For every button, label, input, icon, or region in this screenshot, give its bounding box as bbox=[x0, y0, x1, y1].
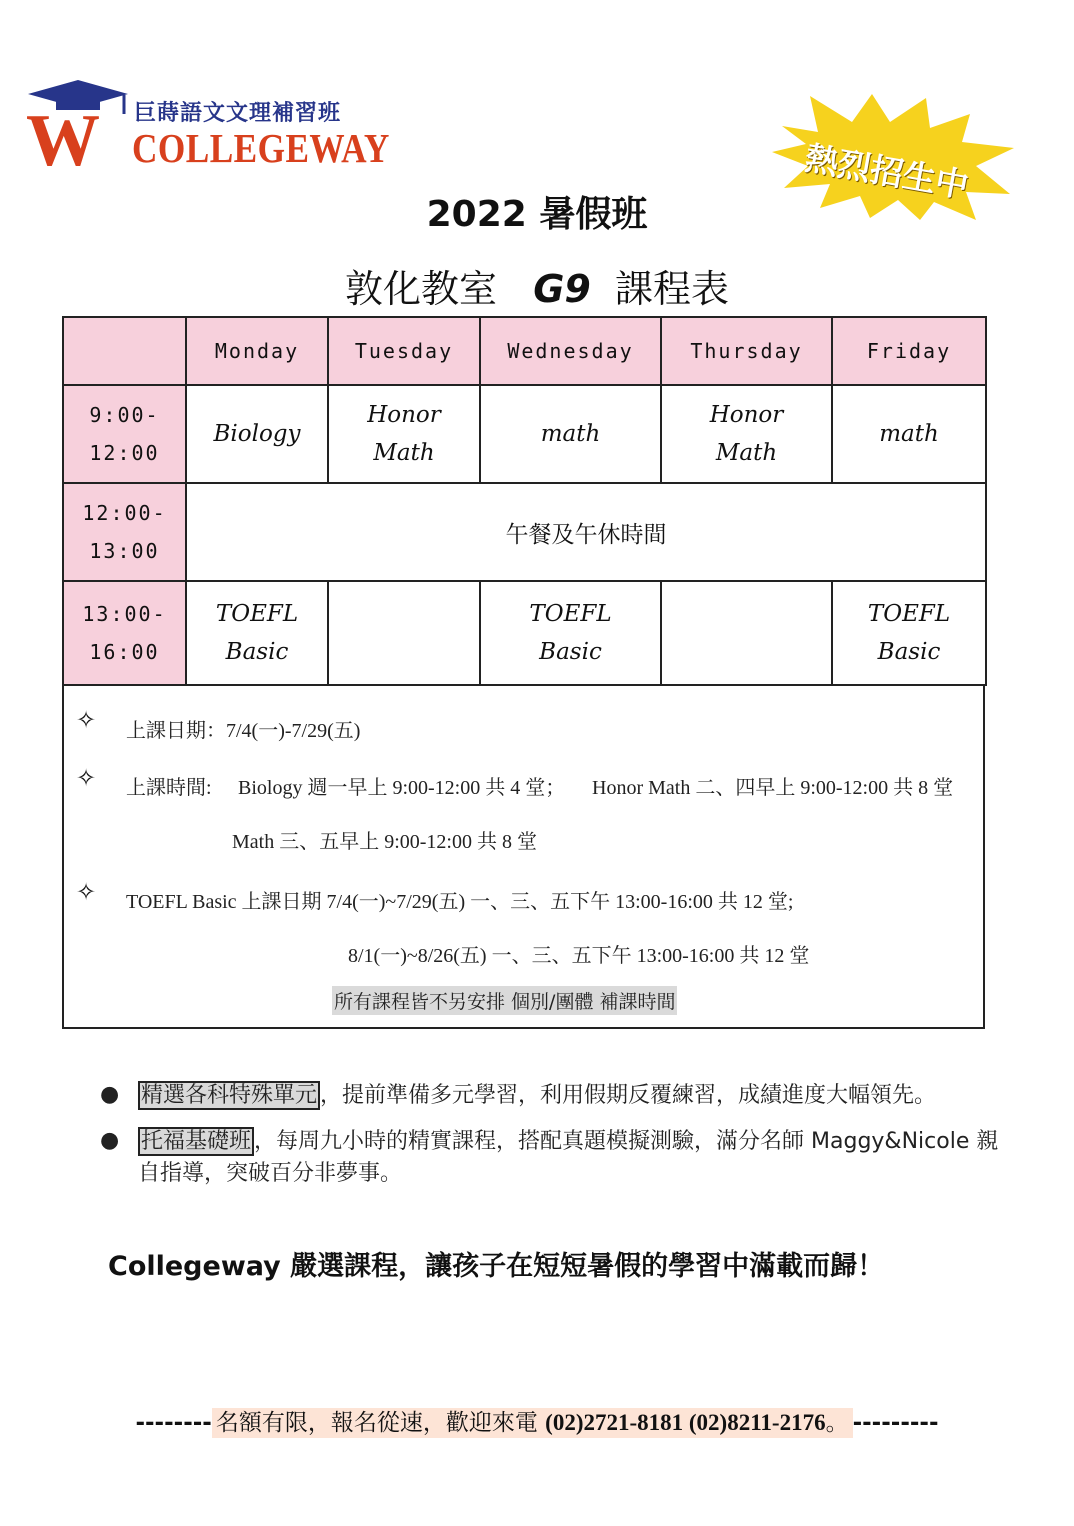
time-slot: 12:00- 13:00 bbox=[63, 483, 186, 581]
course-cell: TOEFL Basic bbox=[480, 581, 661, 685]
day-header: Tuesday bbox=[328, 317, 480, 385]
highlight-label: 托福基礎班 bbox=[138, 1127, 254, 1156]
bullet-icon: ● bbox=[100, 1128, 120, 1153]
highlight-text: ，提前準備多元學習，利用假期反覆練習，成績進度大幅領先。 bbox=[320, 1083, 937, 1108]
math-times: Math 三、五早上 9:00-12:00 共 8 堂 bbox=[232, 831, 537, 853]
course-notes bbox=[62, 684, 985, 1029]
schedule-label: 課程表 bbox=[615, 267, 730, 311]
course-cell: Honor Math bbox=[328, 385, 480, 483]
bullet-icon: ● bbox=[100, 1082, 120, 1107]
honor-math-times: Honor Math 二、四早上 9:00-12:00 共 8 堂 bbox=[592, 777, 954, 799]
footer-dashes: -------- bbox=[135, 1410, 212, 1436]
logo-w-letter: W bbox=[26, 100, 94, 182]
enrollment-badge-text: 熱烈招生中 bbox=[802, 138, 972, 206]
course-cell: math bbox=[832, 385, 986, 483]
toefl-times: TOEFL Basic 上課日期 7/4(一)~7/29(五) 一、三、五下午 13:00-16:00 共 12 堂; bbox=[126, 891, 794, 913]
sparkle-icon: ✧ bbox=[76, 708, 97, 734]
biology-times: Biology 週一早上 9:00-12:00 共 4 堂； bbox=[238, 777, 566, 799]
toefl-times-august: 8/1(一)~8/26(五) 一、三、五下午 13:00-16:00 共 12 堂 bbox=[348, 945, 810, 967]
course-cell-empty bbox=[661, 581, 832, 685]
end-mark: 。 bbox=[825, 1410, 849, 1436]
course-cell-empty bbox=[328, 581, 480, 685]
collegeway-logo bbox=[26, 78, 390, 182]
course-cell: TOEFL Basic bbox=[186, 581, 328, 685]
class-dates: 上課日期：7/4(一)-7/29(五) bbox=[126, 720, 361, 742]
logo-chinese-name: 巨蒔語文文理補習班 bbox=[134, 100, 342, 126]
class-times-label: 上課時間: bbox=[126, 777, 212, 799]
course-cell: Biology bbox=[186, 385, 328, 483]
closing-slogan: Collegeway 嚴選課程，讓孩子在短短暑假的學習中滿載而歸！ bbox=[108, 1251, 885, 1282]
sparkle-icon: ✧ bbox=[76, 766, 97, 792]
highlight-label: 精選各科特殊單元 bbox=[138, 1081, 320, 1110]
contact-footer bbox=[0, 1404, 1074, 1437]
phone-numbers: (02)2721-8181 (02)8211-2176 bbox=[545, 1410, 826, 1435]
logo-english-name: COLLEGEWAY bbox=[132, 125, 390, 171]
footer-dashes: --------- bbox=[852, 1410, 939, 1436]
highlight-text: ，每周九小時的精實課程，搭配真題模擬測驗，滿分名師 Maggy&Nicole 親自指導，突破百分非夢事。 bbox=[138, 1129, 999, 1186]
page-title: 2022 暑假班 bbox=[426, 194, 648, 235]
course-cell: Honor Math bbox=[661, 385, 832, 483]
time-slot: 9:00- 12:00 bbox=[63, 385, 186, 483]
page-subtitle bbox=[0, 258, 1074, 313]
day-header: Thursday bbox=[661, 317, 832, 385]
table-row bbox=[63, 483, 986, 581]
day-header: Monday bbox=[186, 317, 328, 385]
day-header: Friday bbox=[832, 317, 986, 385]
contact-text: 名額有限，報名從速，歡迎來電 bbox=[215, 1410, 538, 1436]
makeup-policy: 所有課程皆不另安排 個別/團體 補課時間 bbox=[332, 986, 677, 1015]
day-header: Wednesday bbox=[480, 317, 661, 385]
table-row bbox=[63, 581, 986, 685]
course-cell: math bbox=[480, 385, 661, 483]
grade-label: G9 bbox=[533, 267, 591, 311]
classroom-name: 敦化教室 bbox=[344, 267, 497, 311]
table-row bbox=[63, 385, 986, 483]
sparkle-icon: ✧ bbox=[76, 880, 97, 906]
contact-highlight bbox=[212, 1408, 853, 1438]
lunch-break-cell: 午餐及午休時間 bbox=[186, 483, 986, 581]
course-cell: TOEFL Basic bbox=[832, 581, 986, 685]
schedule-table bbox=[62, 316, 987, 686]
corner-cell bbox=[63, 317, 186, 385]
time-slot: 13:00- 16:00 bbox=[63, 581, 186, 685]
